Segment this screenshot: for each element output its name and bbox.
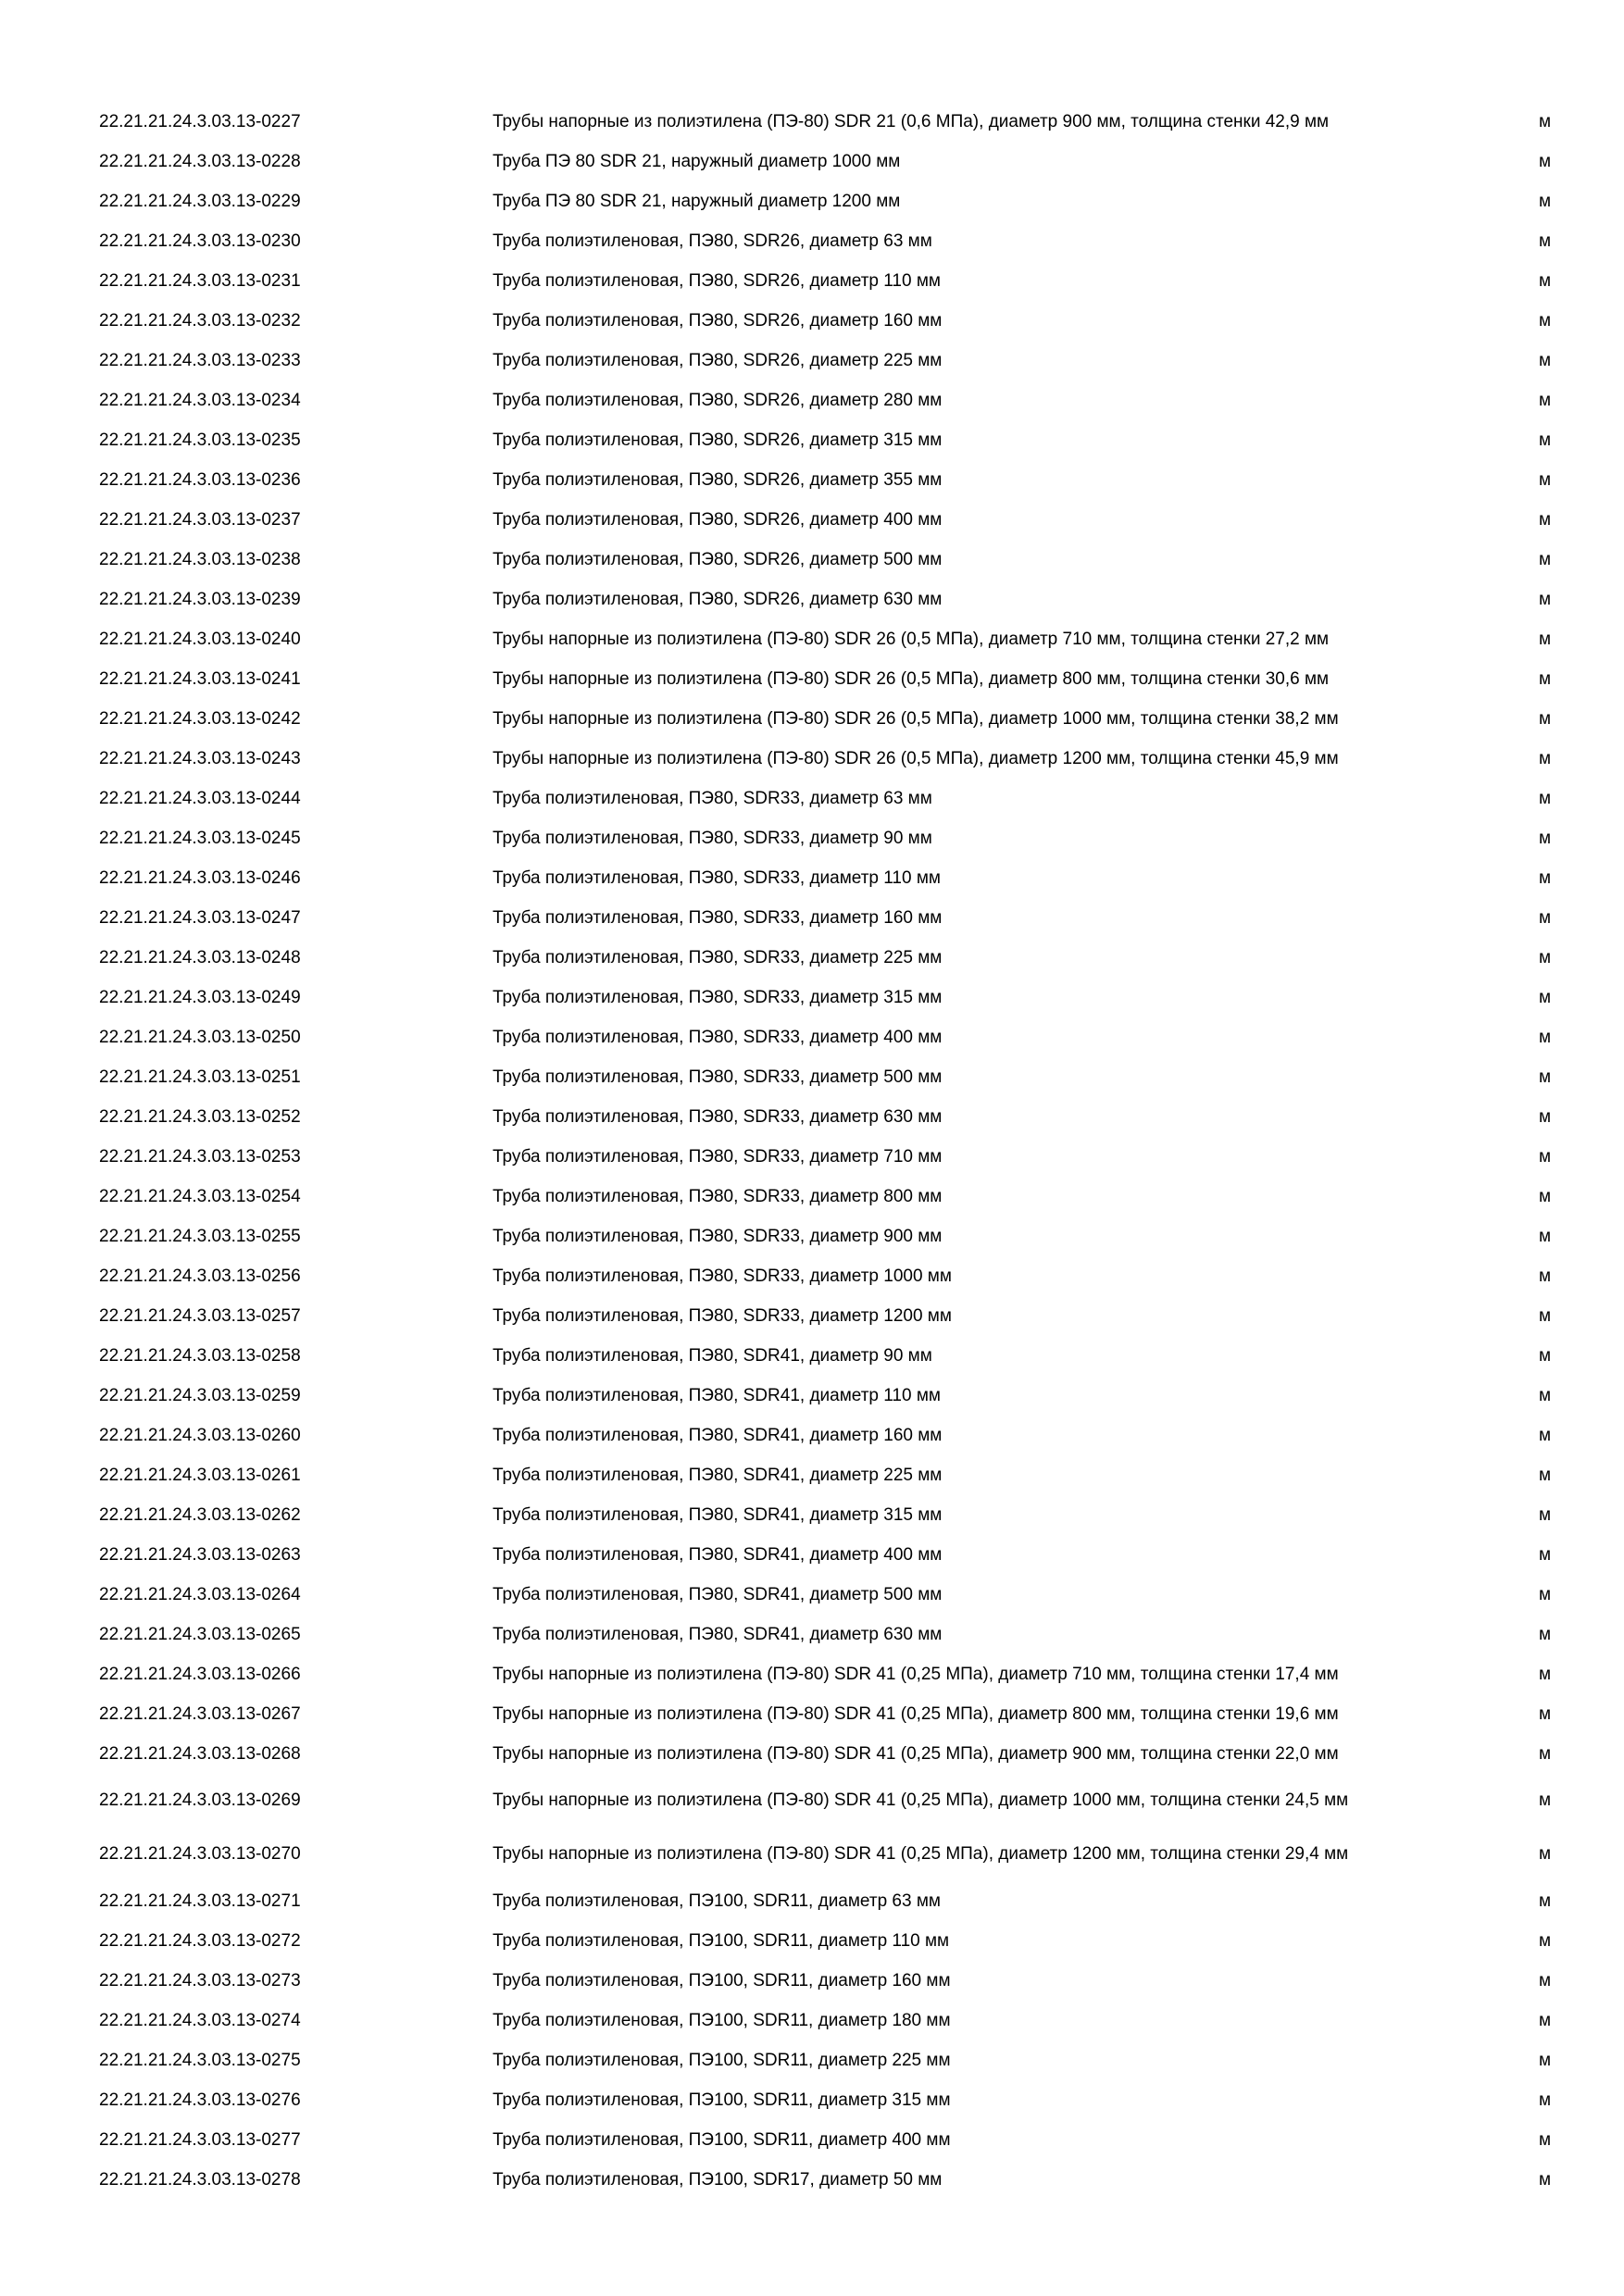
row-unit: м [1539, 629, 1552, 649]
row-unit: м [1539, 867, 1552, 888]
row-unit: м [1539, 987, 1552, 1007]
row-code: 22.21.21.24.3.03.13-0236 [99, 469, 301, 490]
row-name: Труба полиэтиленовая, ПЭ80, SDR26, диаметр 280 мм [493, 390, 943, 410]
row-name: Труба полиэтиленовая, ПЭ80, SDR33, диаметр 110 мм [493, 867, 941, 888]
row-name: Трубы напорные из полиэтилена (ПЭ-80) SDR 41 (0,25 МПа), диаметр 1000 мм, толщина стенки 24,5 мм [493, 1791, 1349, 1810]
table-row [0, 2160, 1624, 2200]
row-unit: м [1539, 1425, 1552, 1445]
row-name: Труба полиэтиленовая, ПЭ80, SDR33, диаметр 225 мм [493, 947, 943, 967]
row-name: Трубы напорные из полиэтилена (ПЭ-80) SDR 26 (0,5 МПа), диаметр 1200 мм, толщина стенки 45,9 мм [493, 748, 1339, 768]
row-unit: м [1539, 509, 1552, 530]
row-code: 22.21.21.24.3.03.13-0235 [99, 430, 301, 450]
row-unit: м [1539, 708, 1552, 729]
row-unit: м [1539, 2010, 1552, 2030]
row-unit: м [1539, 2050, 1552, 2070]
table-row [0, 2040, 1624, 2080]
row-unit: м [1539, 1345, 1552, 1366]
row-name: Труба полиэтиленовая, ПЭ80, SDR26, диаметр 355 мм [493, 469, 943, 490]
row-name: Труба полиэтиленовая, ПЭ80, SDR26, диаметр 400 мм [493, 509, 943, 530]
row-code: 22.21.21.24.3.03.13-0275 [99, 2050, 301, 2070]
row-unit: м [1539, 270, 1552, 291]
row-name: Труба полиэтиленовая, ПЭ80, SDR26, диаметр 500 мм [493, 549, 943, 569]
row-code: 22.21.21.24.3.03.13-0258 [99, 1345, 301, 1366]
table-row [0, 2001, 1624, 2040]
row-code: 22.21.21.24.3.03.13-0263 [99, 1544, 301, 1565]
row-code: 22.21.21.24.3.03.13-0241 [99, 668, 301, 689]
row-code: 22.21.21.24.3.03.13-0233 [99, 350, 301, 370]
table-row [0, 142, 1624, 181]
row-unit: м [1539, 1624, 1552, 1644]
row-code: 22.21.21.24.3.03.13-0227 [99, 111, 301, 131]
row-unit: м [1539, 1664, 1552, 1684]
row-unit: м [1539, 748, 1552, 768]
table-row [0, 659, 1624, 699]
row-code: 22.21.21.24.3.03.13-0264 [99, 1584, 301, 1604]
row-code: 22.21.21.24.3.03.13-0252 [99, 1106, 301, 1127]
table-row [0, 1734, 1624, 1774]
row-code: 22.21.21.24.3.03.13-0249 [99, 987, 301, 1007]
row-unit: м [1539, 1385, 1552, 1405]
row-name: Труба полиэтиленовая, ПЭ80, SDR33, диаметр 315 мм [493, 987, 943, 1007]
row-code: 22.21.21.24.3.03.13-0254 [99, 1186, 301, 1206]
row-unit: м [1539, 1186, 1552, 1206]
table-row [0, 2120, 1624, 2160]
table-row [0, 181, 1624, 221]
row-code: 22.21.21.24.3.03.13-0271 [99, 1890, 301, 1911]
row-code: 22.21.21.24.3.03.13-0268 [99, 1743, 301, 1764]
row-unit: м [1539, 1266, 1552, 1286]
row-unit: м [1539, 788, 1552, 808]
row-name: Труба полиэтиленовая, ПЭ80, SDR33, диаметр 500 мм [493, 1067, 943, 1087]
table-row [0, 540, 1624, 580]
row-unit: м [1539, 1703, 1552, 1724]
row-code: 22.21.21.24.3.03.13-0265 [99, 1624, 301, 1644]
row-unit: м [1539, 469, 1552, 490]
row-code: 22.21.21.24.3.03.13-0244 [99, 788, 301, 808]
row-unit: м [1539, 1544, 1552, 1565]
row-name: Труба полиэтиленовая, ПЭ80, SDR33, диаметр 63 мм [493, 788, 932, 808]
row-unit: м [1539, 310, 1552, 331]
row-unit: м [1539, 2129, 1552, 2150]
row-unit: м [1539, 1067, 1552, 1087]
row-name: Трубы напорные из полиэтилена (ПЭ-80) SDR 41 (0,25 МПа), диаметр 710 мм, толщина стенки 17,4 мм [493, 1664, 1339, 1684]
table-row [0, 261, 1624, 301]
table-row [0, 460, 1624, 500]
row-name: Труба полиэтиленовая, ПЭ80, SDR33, диаметр 900 мм [493, 1226, 943, 1246]
row-code: 22.21.21.24.3.03.13-0250 [99, 1027, 301, 1047]
row-code: 22.21.21.24.3.03.13-0237 [99, 509, 301, 530]
row-name: Труба полиэтиленовая, ПЭ80, SDR41, диаметр 500 мм [493, 1584, 943, 1604]
table-row [0, 1336, 1624, 1376]
table-row [0, 301, 1624, 341]
row-unit: м [1539, 907, 1552, 928]
row-name: Трубы напорные из полиэтилена (ПЭ-80) SDR 41 (0,25 МПа), диаметр 900 мм, толщина стенки 22,0 мм [493, 1743, 1339, 1764]
row-unit: м [1539, 430, 1552, 450]
table-row [0, 1828, 1624, 1881]
row-name: Труба полиэтиленовая, ПЭ80, SDR26, диаметр 110 мм [493, 270, 941, 291]
table-row [0, 102, 1624, 142]
row-code: 22.21.21.24.3.03.13-0269 [99, 1791, 301, 1810]
table-row [0, 2080, 1624, 2120]
row-code: 22.21.21.24.3.03.13-0253 [99, 1146, 301, 1167]
row-name: Труба полиэтиленовая, ПЭ80, SDR41, диаметр 630 мм [493, 1624, 943, 1644]
row-name: Труба полиэтиленовая, ПЭ80, SDR26, диаметр 160 мм [493, 310, 943, 331]
table-row [0, 779, 1624, 818]
row-code: 22.21.21.24.3.03.13-0270 [99, 1844, 301, 1864]
row-unit: м [1539, 1305, 1552, 1326]
table-row [0, 221, 1624, 261]
row-code: 22.21.21.24.3.03.13-0267 [99, 1703, 301, 1724]
row-name: Труба полиэтиленовая, ПЭ80, SDR33, диаметр 1000 мм [493, 1266, 952, 1286]
table-row [0, 1881, 1624, 1921]
row-code: 22.21.21.24.3.03.13-0251 [99, 1067, 301, 1087]
row-unit: м [1539, 1465, 1552, 1485]
row-code: 22.21.21.24.3.03.13-0238 [99, 549, 301, 569]
row-name: Труба полиэтиленовая, ПЭ80, SDR41, диаметр 110 мм [493, 1385, 941, 1405]
row-unit: м [1539, 549, 1552, 569]
row-name: Труба полиэтиленовая, ПЭ80, SDR33, диаметр 1200 мм [493, 1305, 952, 1326]
table-row [0, 1217, 1624, 1256]
row-unit: м [1539, 1584, 1552, 1604]
table-row [0, 1137, 1624, 1177]
row-name: Трубы напорные из полиэтилена (ПЭ-80) SDR 26 (0,5 МПа), диаметр 710 мм, толщина стенки 27,2 мм [493, 629, 1330, 649]
table-row [0, 1097, 1624, 1137]
table-row [0, 978, 1624, 1017]
row-name: Труба полиэтиленовая, ПЭ80, SDR33, диаметр 160 мм [493, 907, 943, 928]
table-row [0, 580, 1624, 619]
table-row [0, 1296, 1624, 1336]
row-code: 22.21.21.24.3.03.13-0248 [99, 947, 301, 967]
row-code: 22.21.21.24.3.03.13-0234 [99, 390, 301, 410]
row-unit: м [1539, 1844, 1552, 1864]
row-unit: м [1539, 589, 1552, 609]
table-row [0, 1921, 1624, 1961]
row-name: Труба ПЭ 80 SDR 21, наружный диаметр 1200 мм [493, 191, 901, 211]
row-unit: м [1539, 231, 1552, 251]
row-name: Труба полиэтиленовая, ПЭ80, SDR26, диаметр 630 мм [493, 589, 943, 609]
row-code: 22.21.21.24.3.03.13-0232 [99, 310, 301, 331]
row-code: 22.21.21.24.3.03.13-0273 [99, 1970, 301, 1990]
row-name: Труба полиэтиленовая, ПЭ80, SDR33, диаметр 90 мм [493, 828, 932, 848]
row-unit: м [1539, 828, 1552, 848]
row-unit: м [1539, 1743, 1552, 1764]
table-row [0, 1535, 1624, 1575]
row-code: 22.21.21.24.3.03.13-0278 [99, 2169, 301, 2190]
row-name: Труба полиэтиленовая, ПЭ80, SDR41, диаметр 315 мм [493, 1504, 943, 1525]
row-code: 22.21.21.24.3.03.13-0260 [99, 1425, 301, 1445]
row-unit: м [1539, 1027, 1552, 1047]
row-name: Трубы напорные из полиэтилена (ПЭ-80) SDR 21 (0,6 МПа), диаметр 900 мм, толщина стенки 42,9 мм [493, 111, 1330, 131]
row-code: 22.21.21.24.3.03.13-0247 [99, 907, 301, 928]
row-code: 22.21.21.24.3.03.13-0261 [99, 1465, 301, 1485]
table-row [0, 1495, 1624, 1535]
row-code: 22.21.21.24.3.03.13-0240 [99, 629, 301, 649]
row-code: 22.21.21.24.3.03.13-0257 [99, 1305, 301, 1326]
row-name: Труба полиэтиленовая, ПЭ80, SDR41, диаметр 160 мм [493, 1425, 943, 1445]
table-row [0, 699, 1624, 739]
row-code: 22.21.21.24.3.03.13-0272 [99, 1930, 301, 1951]
row-code: 22.21.21.24.3.03.13-0230 [99, 231, 301, 251]
row-code: 22.21.21.24.3.03.13-0256 [99, 1266, 301, 1286]
row-unit: м [1539, 1106, 1552, 1127]
table-row [0, 1615, 1624, 1654]
row-unit: м [1539, 1970, 1552, 1990]
row-code: 22.21.21.24.3.03.13-0231 [99, 270, 301, 291]
row-code: 22.21.21.24.3.03.13-0242 [99, 708, 301, 729]
row-unit: м [1539, 2090, 1552, 2110]
table-row [0, 381, 1624, 420]
row-name: Труба полиэтиленовая, ПЭ80, SDR41, диаметр 90 мм [493, 1345, 932, 1366]
row-unit: м [1539, 151, 1552, 171]
row-name: Труба полиэтиленовая, ПЭ80, SDR33, диаметр 630 мм [493, 1106, 943, 1127]
table-row [0, 938, 1624, 978]
row-name: Труба полиэтиленовая, ПЭ80, SDR33, диаметр 710 мм [493, 1146, 943, 1167]
table-row [0, 1017, 1624, 1057]
row-code: 22.21.21.24.3.03.13-0259 [99, 1385, 301, 1405]
row-name: Труба полиэтиленовая, ПЭ80, SDR26, диаметр 315 мм [493, 430, 943, 450]
table-row [0, 420, 1624, 460]
row-name: Трубы напорные из полиэтилена (ПЭ-80) SDR 41 (0,25 МПа), диаметр 800 мм, толщина стенки 19,6 мм [493, 1703, 1339, 1724]
table-row [0, 1177, 1624, 1217]
table-row [0, 500, 1624, 540]
table-row [0, 1575, 1624, 1615]
row-name: Труба полиэтиленовая, ПЭ100, SDR11, диаметр 180 мм [493, 2010, 951, 2030]
table-row [0, 1774, 1624, 1828]
row-unit: м [1539, 1791, 1552, 1810]
table-row [0, 898, 1624, 938]
table-row [0, 739, 1624, 779]
row-name: Труба полиэтиленовая, ПЭ80, SDR33, диаметр 400 мм [493, 1027, 943, 1047]
row-name: Труба полиэтиленовая, ПЭ100, SDR11, диаметр 110 мм [493, 1930, 950, 1951]
row-name: Труба полиэтиленовая, ПЭ80, SDR26, диаметр 63 мм [493, 231, 932, 251]
row-code: 22.21.21.24.3.03.13-0243 [99, 748, 301, 768]
row-unit: м [1539, 390, 1552, 410]
document-table [0, 102, 1624, 2200]
row-unit: м [1539, 1146, 1552, 1167]
row-code: 22.21.21.24.3.03.13-0274 [99, 2010, 301, 2030]
row-unit: м [1539, 111, 1552, 131]
row-name: Труба полиэтиленовая, ПЭ100, SDR17, диаметр 50 мм [493, 2169, 943, 2190]
row-name: Труба полиэтиленовая, ПЭ100, SDR11, диаметр 400 мм [493, 2129, 951, 2150]
row-code: 22.21.21.24.3.03.13-0277 [99, 2129, 301, 2150]
row-name: Трубы напорные из полиэтилена (ПЭ-80) SDR 41 (0,25 МПа), диаметр 1200 мм, толщина стенки 29,4 мм [493, 1844, 1349, 1864]
table-row [0, 1961, 1624, 2001]
row-code: 22.21.21.24.3.03.13-0246 [99, 867, 301, 888]
table-row [0, 1694, 1624, 1734]
row-code: 22.21.21.24.3.03.13-0255 [99, 1226, 301, 1246]
row-code: 22.21.21.24.3.03.13-0239 [99, 589, 301, 609]
row-name: Труба полиэтиленовая, ПЭ80, SDR41, диаметр 400 мм [493, 1544, 943, 1565]
table-row [0, 341, 1624, 381]
row-name: Трубы напорные из полиэтилена (ПЭ-80) SDR 26 (0,5 МПа), диаметр 1000 мм, толщина стенки 38,2 мм [493, 708, 1339, 729]
row-code: 22.21.21.24.3.03.13-0276 [99, 2090, 301, 2110]
row-name: Трубы напорные из полиэтилена (ПЭ-80) SDR 26 (0,5 МПа), диаметр 800 мм, толщина стенки 30,6 мм [493, 668, 1330, 689]
row-unit: м [1539, 668, 1552, 689]
table-row [0, 1376, 1624, 1416]
row-unit: м [1539, 1890, 1552, 1911]
row-name: Труба полиэтиленовая, ПЭ100, SDR11, диаметр 225 мм [493, 2050, 951, 2070]
row-unit: м [1539, 1226, 1552, 1246]
row-name: Труба полиэтиленовая, ПЭ100, SDR11, диаметр 315 мм [493, 2090, 951, 2110]
row-name: Труба полиэтиленовая, ПЭ80, SDR41, диаметр 225 мм [493, 1465, 943, 1485]
row-code: 22.21.21.24.3.03.13-0228 [99, 151, 301, 171]
row-name: Труба полиэтиленовая, ПЭ80, SDR26, диаметр 225 мм [493, 350, 943, 370]
table-row [0, 1455, 1624, 1495]
row-unit: м [1539, 191, 1552, 211]
row-unit: м [1539, 1930, 1552, 1951]
table-row [0, 1256, 1624, 1296]
row-name: Труба ПЭ 80 SDR 21, наружный диаметр 1000 мм [493, 151, 901, 171]
table-row [0, 858, 1624, 898]
row-code: 22.21.21.24.3.03.13-0245 [99, 828, 301, 848]
table-row [0, 1654, 1624, 1694]
row-code: 22.21.21.24.3.03.13-0262 [99, 1504, 301, 1525]
table-row [0, 1057, 1624, 1097]
table-row [0, 1416, 1624, 1455]
row-unit: м [1539, 947, 1552, 967]
row-code: 22.21.21.24.3.03.13-0229 [99, 191, 301, 211]
row-name: Труба полиэтиленовая, ПЭ100, SDR11, диаметр 63 мм [493, 1890, 941, 1911]
row-name: Труба полиэтиленовая, ПЭ80, SDR33, диаметр 800 мм [493, 1186, 943, 1206]
table-row [0, 818, 1624, 858]
row-unit: м [1539, 2169, 1552, 2190]
table-row [0, 619, 1624, 659]
row-unit: м [1539, 350, 1552, 370]
row-unit: м [1539, 1504, 1552, 1525]
row-name: Труба полиэтиленовая, ПЭ100, SDR11, диаметр 160 мм [493, 1970, 951, 1990]
row-code: 22.21.21.24.3.03.13-0266 [99, 1664, 301, 1684]
